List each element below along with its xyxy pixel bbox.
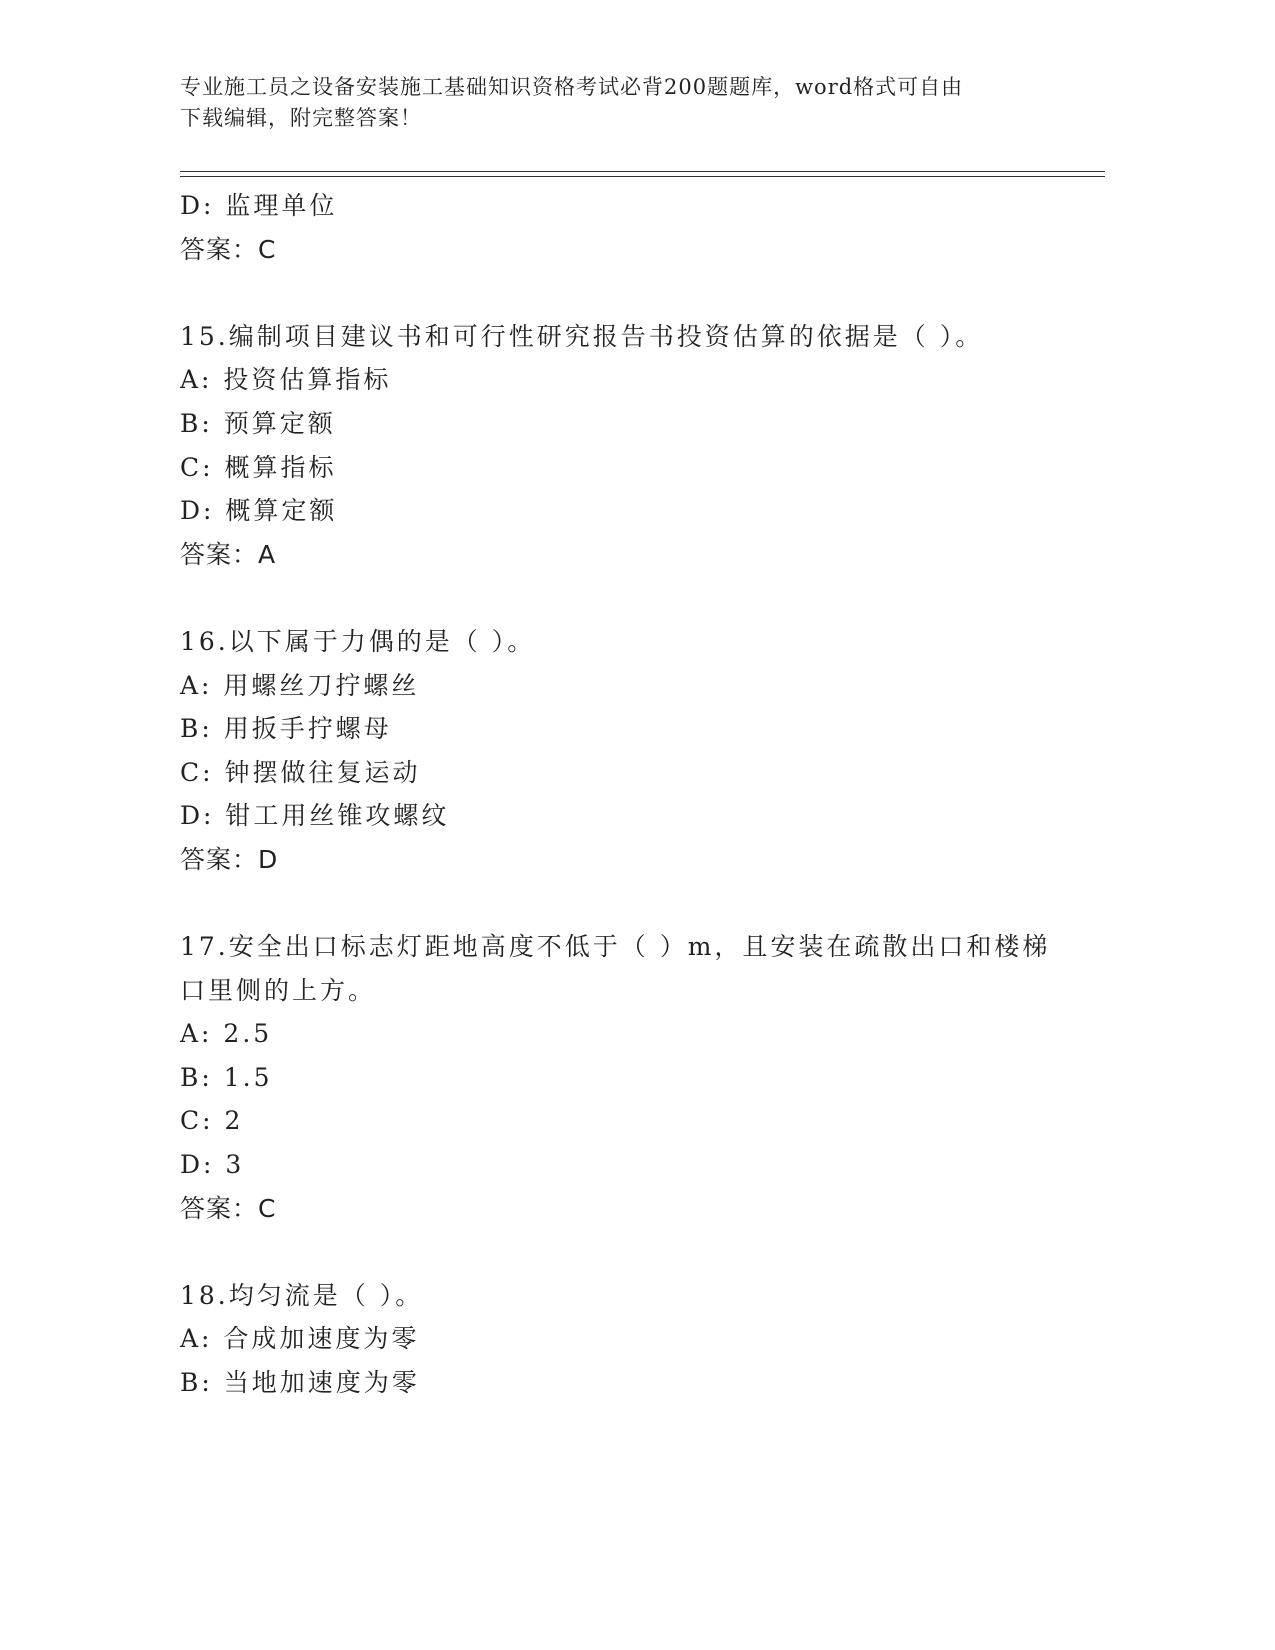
answer-line: 答案：D: [180, 844, 279, 874]
header-line-1: 专业施工员之设备安装施工基础知识资格考试必背200题题库，word格式可自由: [180, 75, 964, 99]
answer-line: 答案：A: [180, 539, 277, 569]
option-b: B: 1.5: [180, 1062, 273, 1092]
spacer: [180, 576, 1105, 620]
option-c: C: 钟摆做往复运动: [180, 757, 421, 787]
answer-line: 答案：C: [180, 234, 277, 264]
document-body: [180, 184, 1105, 1405]
option-d: D: 概算定额: [180, 496, 338, 526]
option-b: B: 用扳手拧螺母: [180, 714, 392, 744]
document-header: [180, 72, 1060, 134]
header-line-2: 下载编辑，附完整答案！: [180, 106, 422, 130]
header-rule-top: [180, 171, 1105, 172]
spacer: [180, 271, 1105, 315]
option-a: A: 投资估算指标: [180, 365, 392, 395]
spacer: [180, 882, 1105, 926]
option-d: D: 钳工用丝锥攻螺纹: [180, 801, 450, 831]
question-stem-16: 16.以下属于力偶的是（ ）。: [180, 626, 536, 656]
option-a: A: 合成加速度为零: [180, 1324, 420, 1354]
answer-line: 答案：C: [180, 1193, 277, 1223]
question-stem-15: 15.编制项目建议书和可行性研究报告书投资估算的依据是（ ）。: [180, 321, 984, 351]
spacer: [180, 1230, 1105, 1274]
header-rule-bottom: [180, 176, 1105, 177]
option-d: D: 监理单位: [180, 191, 338, 220]
option-b: B: 当地加速度为零: [180, 1368, 420, 1398]
question-stem-18: 18.均匀流是（ ）。: [180, 1280, 424, 1310]
option-c: C: 2: [180, 1106, 244, 1136]
option-a: A: 用螺丝刀拧螺丝: [180, 670, 420, 700]
option-b: B: 预算定额: [180, 408, 336, 438]
question-stem-17-continued: 口里侧的上方。: [180, 975, 377, 1005]
question-stem-17: 17.安全出口标志灯距地高度不低于（ ）m，且安装在疏散出口和楼梯: [180, 932, 1051, 962]
option-d: D: 3: [180, 1150, 245, 1180]
option-a: A: 2.5: [180, 1019, 273, 1049]
option-c: C: 概算指标: [180, 452, 337, 482]
